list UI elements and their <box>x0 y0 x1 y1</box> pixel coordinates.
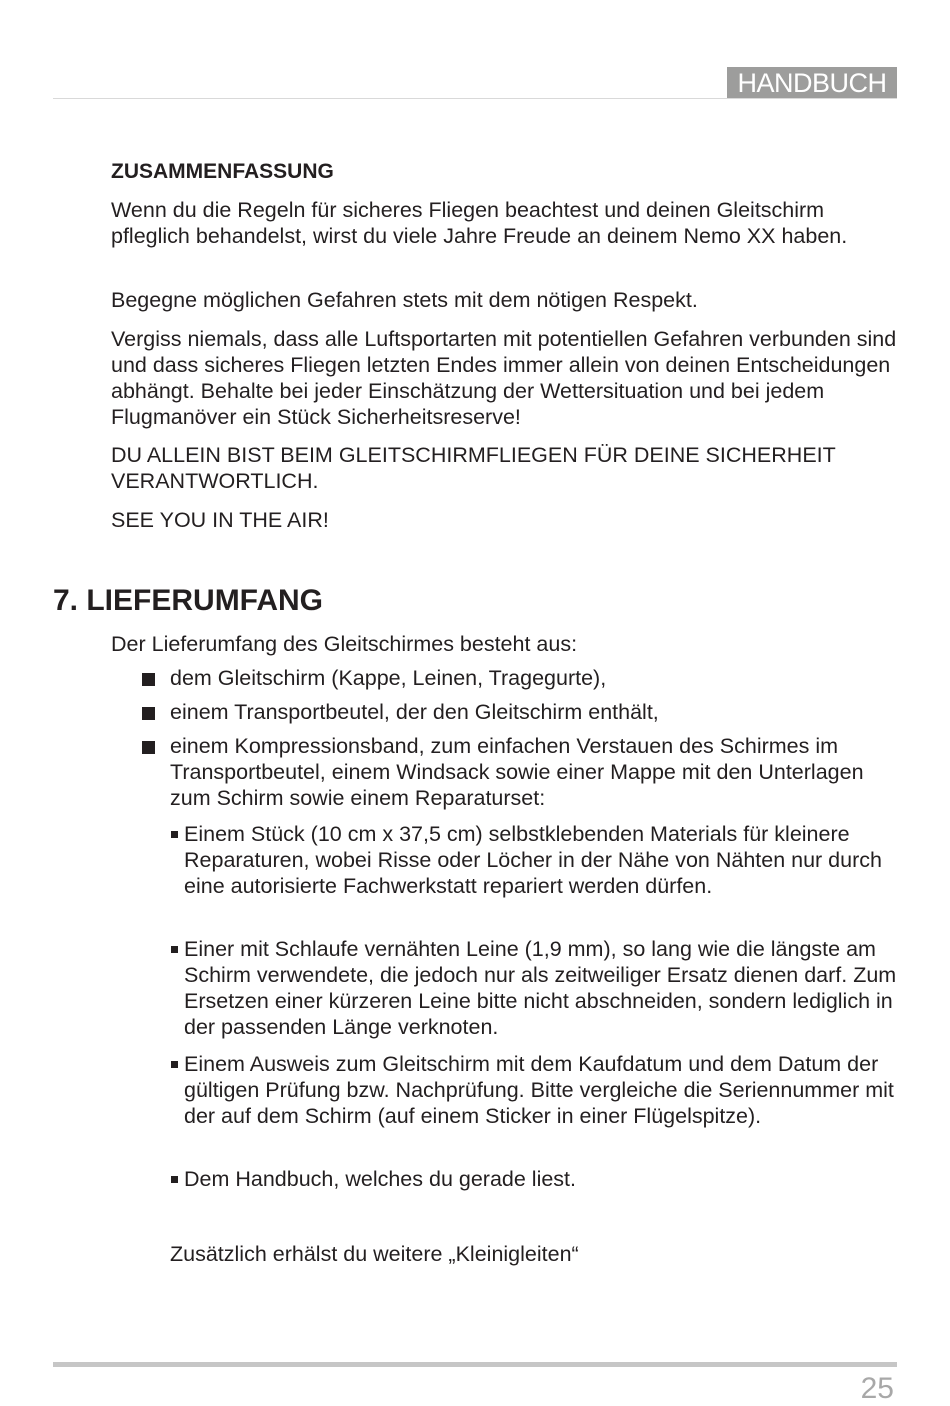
sub-list-item <box>171 936 901 1040</box>
list-item <box>142 699 902 725</box>
list-item-text: einem Transportbeutel, der den Gleitschirm enthält, <box>170 700 659 724</box>
page-number: 25 <box>860 1372 894 1405</box>
sub-list-item <box>171 821 901 899</box>
small-square-bullet-icon <box>171 1061 178 1068</box>
small-square-bullet-icon <box>171 831 178 838</box>
sub-list-item-text: Einem Ausweis zum Gleitschirm mit dem Kaufdatum und dem Datum der gültigen Prüfung bzw. Nachprüfung. Bitte vergleiche die Seriennummer mit der auf dem Schirm (auf einem Sticker in einer Flügelspitze). <box>184 1052 894 1128</box>
section-heading: 7. LIEFERUMFANG <box>53 584 324 617</box>
summary-paragraph: DU ALLEIN BIST BEIM GLEITSCHIRMFLIEGEN FÜR DEINE SICHERHEIT VERANTWORTLICH. <box>111 443 836 493</box>
summary-paragraph: Wenn du die Regeln für sicheres Fliegen beachtest und deinen Gleitschirm pfleglich behandelst, wirst du viele Jahre Freude an deinem Nemo XX haben. <box>111 198 848 248</box>
sub-list-item-text: Einer mit Schlaufe vernähten Leine (1,9 mm), so lang wie die längste am Schirm verwendete, die jedoch nur als zeitweiliger Ersatz dienen darf. Zum Ersetzen einer kürzeren Leine bitte nicht abschneiden, sondern lediglich in der passenden Länge verknoten. <box>184 937 897 1039</box>
square-bullet-icon <box>142 741 155 754</box>
summary-paragraph: Vergiss niemals, dass alle Luftsportarten mit potentiellen Gefahren verbunden sind und dass sicheres Fliegen letzten Endes immer allein von deinen Entscheidungen abhängt. Behalte bei jeder Einschätzung der Wettersituation und bei jedem Flugmanöver ein Stück Sicherheitsreserve! <box>111 327 897 429</box>
square-bullet-icon <box>142 707 155 720</box>
sub-list-item <box>171 1051 901 1129</box>
list-item-text: einem Kompressionsband, zum einfachen Verstauen des Schirmes im Transportbeutel, einem Windsack sowie einer Mappe mit den Unterlagen zum Schirm sowie einem Reparaturset: <box>170 734 864 810</box>
list-item <box>142 733 902 811</box>
sub-list-item-text: Dem Handbuch, welches du gerade liest. <box>184 1167 576 1191</box>
header-label: HANDBUCH <box>727 67 897 99</box>
sub-list-item <box>171 1166 901 1192</box>
sub-list-item-text: Einem Stück (10 cm x 37,5 cm) selbstklebenden Materials für kleinere Reparaturen, wobei Risse oder Löcher in der Nähe von Nähten nur durch eine autorisierte Fachwerkstatt repariert werden dürfen. <box>184 822 882 898</box>
list-item-text: dem Gleitschirm (Kappe, Leinen, Tragegurte), <box>170 666 607 690</box>
list-item <box>142 665 902 691</box>
summary-paragraph: SEE YOU IN THE AIR! <box>111 508 329 532</box>
summary-paragraph: Begegne möglichen Gefahren stets mit dem nötigen Respekt. <box>111 288 698 312</box>
footer-divider <box>53 1362 897 1367</box>
small-square-bullet-icon <box>171 1176 178 1183</box>
header-divider <box>53 98 897 99</box>
small-square-bullet-icon <box>171 946 178 953</box>
section-intro: Der Lieferumfang des Gleitschirmes besteht aus: <box>111 632 578 656</box>
square-bullet-icon <box>142 673 155 686</box>
summary-title: ZUSAMMENFASSUNG <box>111 160 334 183</box>
closing-note: Zusätzlich erhälst du weitere „Kleinigleiten“ <box>170 1242 579 1266</box>
